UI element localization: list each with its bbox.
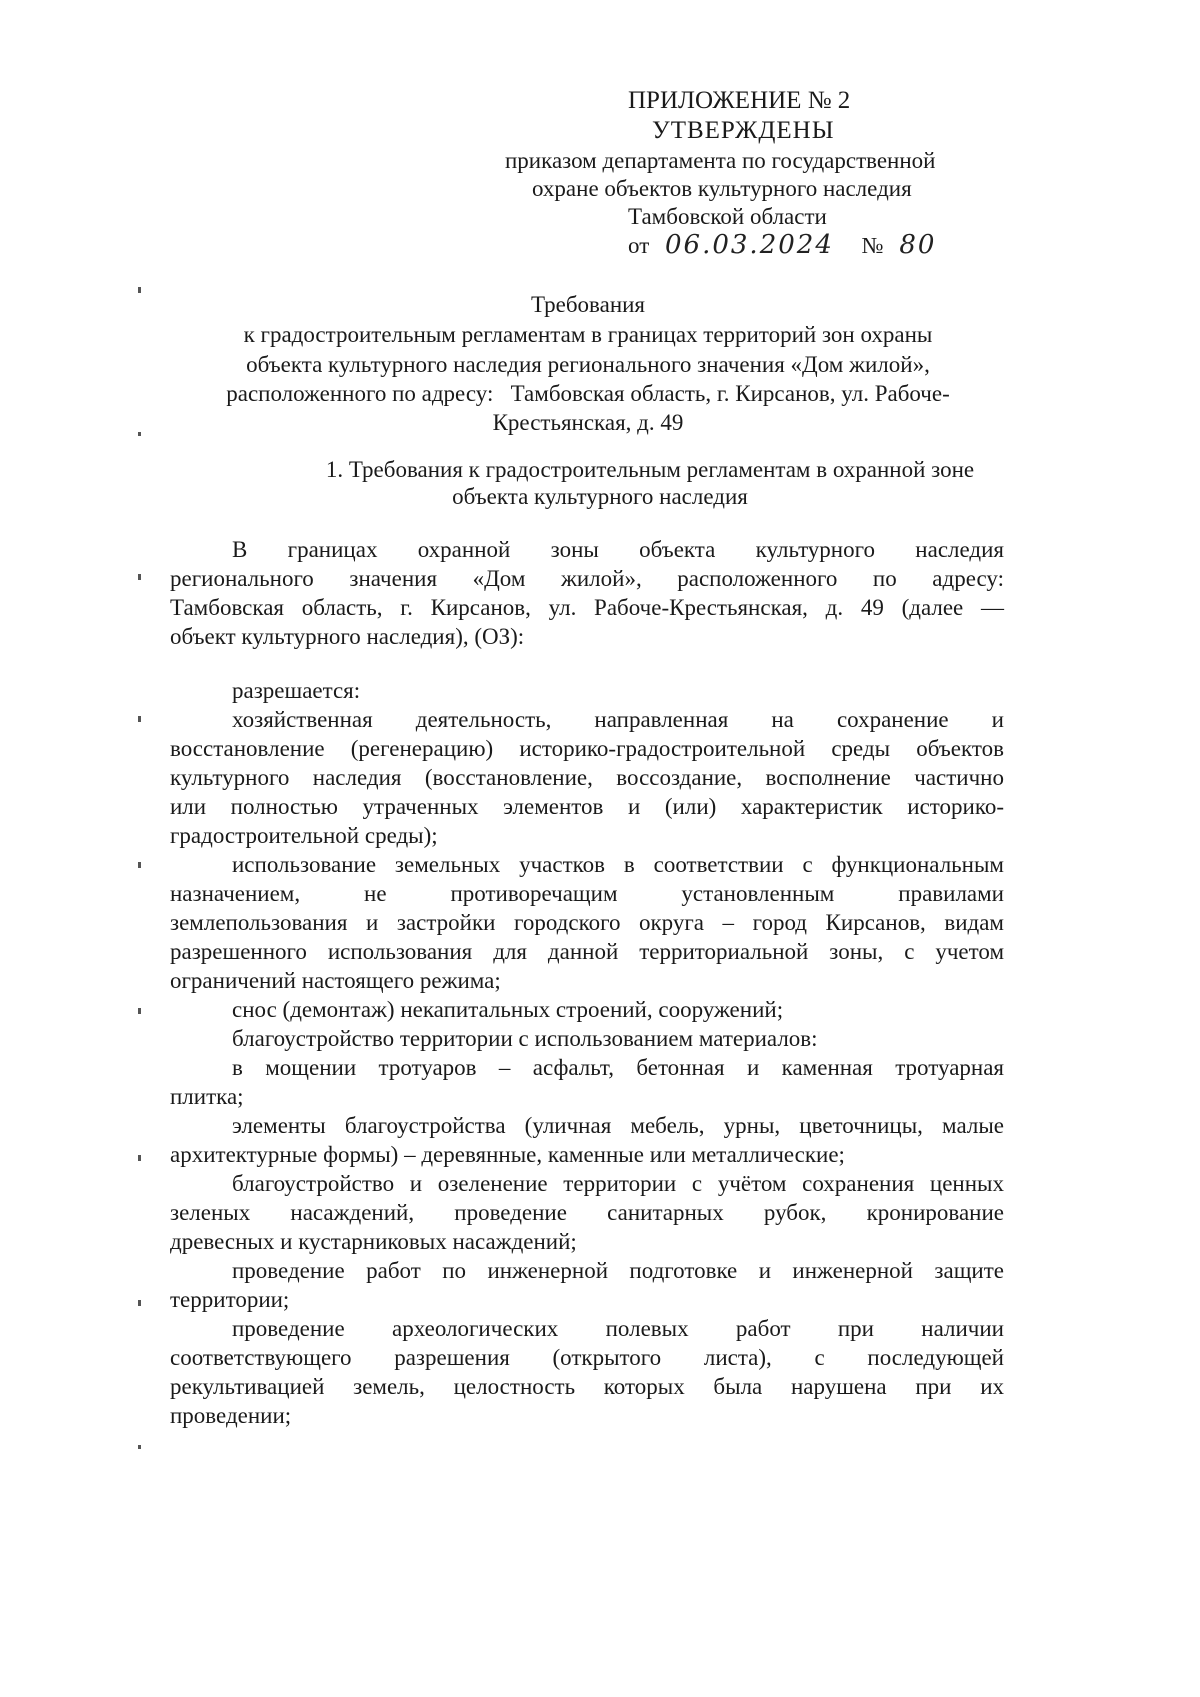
section-1-heading-line-2: объекта культурного наследия [452, 484, 748, 509]
scan-mark [138, 862, 141, 868]
scan-mark [138, 287, 141, 293]
body-line: ограничений настоящего режима; [170, 968, 501, 993]
handwritten-number: 80 [899, 230, 937, 260]
scan-mark [138, 716, 141, 722]
body-line: территории; [170, 1287, 290, 1312]
doc-title-line-2: к градостроительным регламентам в границах территорий зон охраны [243, 322, 933, 347]
body-line: использование земельных участков в соответствии с функциональным [232, 852, 1004, 877]
number-label: № [861, 233, 884, 258]
body-line: зеленых насаждений, проведение санитарных рубок, кронирование [170, 1200, 1004, 1225]
body-line: в мощении тротуаров – асфальт, бетонная и каменная тротуарная [232, 1055, 1004, 1080]
scan-mark [138, 1445, 141, 1449]
doc-title-line-4: расположенного по адресу: Тамбовская область, г. Кирсанов, ул. Рабоче- [226, 381, 950, 406]
handwritten-date: 06.03.2024 [665, 230, 834, 260]
body-line: элементы благоустройства (уличная мебель, урны, цветочницы, малые [232, 1113, 1004, 1138]
body-line: архитектурные формы) – деревянные, каменные или металлические; [170, 1142, 845, 1167]
order-date-row [628, 230, 936, 261]
body-line: благоустройство территории с использованием материалов: [232, 1026, 818, 1051]
scan-mark [138, 574, 141, 580]
from-label: от [628, 233, 650, 258]
approved-label: УТВЕРЖДЕНЫ [652, 117, 835, 144]
body-line: или полностью утраченных элементов и (или) характеристик историко- [170, 794, 1004, 819]
order-line-2: охране объектов культурного наследия [532, 176, 912, 201]
intro-line-3: Тамбовская область, г. Кирсанов, ул. Рабоче-Крестьянская, д. 49 (далее — [170, 595, 1004, 620]
doc-title-line-5: Крестьянская, д. 49 [492, 410, 684, 435]
order-line-3: Тамбовской области [628, 204, 827, 229]
body-line: снос (демонтаж) некапитальных строений, сооружений; [232, 997, 784, 1022]
body-line: землепользования и застройки городского округа – город Кирсанов, видам [170, 910, 1004, 935]
body-line: проведение археологических полевых работ при наличии [232, 1316, 1004, 1341]
scan-mark [138, 1300, 141, 1306]
scan-mark [138, 1155, 141, 1161]
scan-mark [138, 432, 141, 436]
appendix-title: ПРИЛОЖЕНИЕ № 2 [628, 87, 851, 114]
body-line: хозяйственная деятельность, направленная на сохранение и [232, 707, 1004, 732]
body-line: градостроительной среды); [170, 823, 438, 848]
body-line: соответствующего разрешения (открытого листа), с последующей [170, 1345, 1004, 1370]
body-line: рекультивацией земель, целостность которых была нарушена при их [170, 1374, 1004, 1399]
body-line: культурного наследия (восстановление, воссоздание, восполнение частично [170, 765, 1004, 790]
body-line: проведении; [170, 1403, 292, 1428]
scan-mark [138, 1008, 141, 1014]
order-line-1: приказом департамента по государственной [505, 148, 936, 173]
body-line: плитка; [170, 1084, 244, 1109]
intro-line-4: объект культурного наследия), (ОЗ): [170, 624, 525, 649]
intro-line-2: регионального значения «Дом жилой», расположенного по адресу: [170, 566, 1004, 591]
doc-title-line-3: объекта культурного наследия регионального значения «Дом жилой», [246, 352, 930, 377]
body-line: древесных и кустарниковых насаждений; [170, 1229, 577, 1254]
intro-line-1: В границах охранной зоны объекта культурного наследия [232, 537, 1004, 562]
body-line: благоустройство и озеленение территории с учётом сохранения ценных [232, 1171, 1004, 1196]
allowed-label: разрешается: [232, 678, 361, 703]
body-line: назначением, не противоречащим установленным правилами [170, 881, 1004, 906]
body-line: восстановление (регенерацию) историко-градостроительной среды объектов [170, 736, 1004, 761]
body-line: проведение работ по инженерной подготовке и инженерной защите [232, 1258, 1004, 1283]
section-1-heading: 1. Требования к градостроительным регламентам в охранной зоне [325, 457, 975, 482]
body-line: разрешенного использования для данной территориальной зоны, с учетом [170, 939, 1004, 964]
doc-title: Требования [530, 292, 646, 317]
